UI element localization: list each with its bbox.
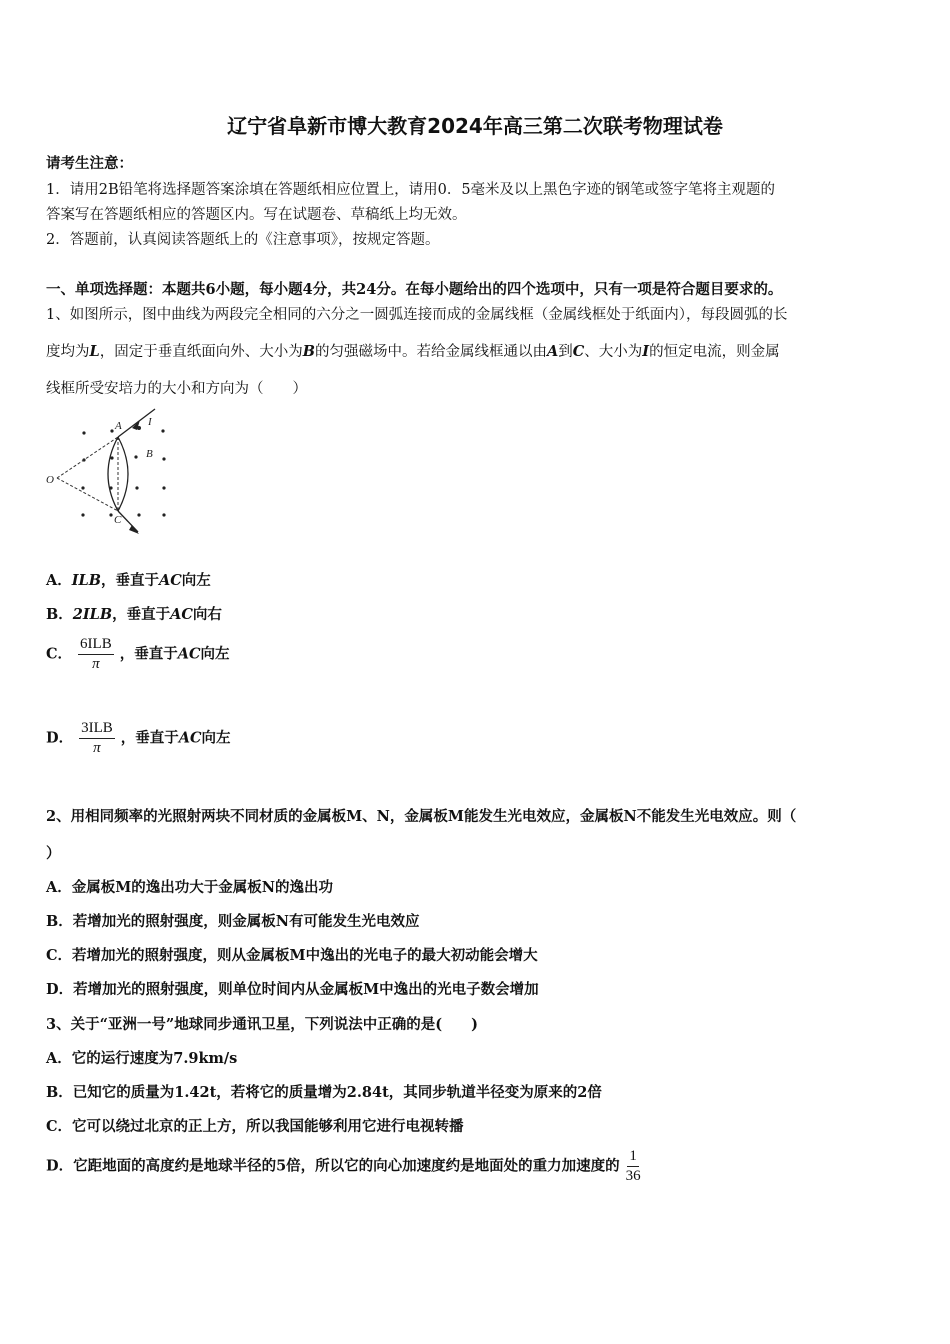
fraction-numerator: 6ILB bbox=[78, 636, 114, 655]
label-I: I bbox=[148, 416, 152, 428]
option-text: ，垂直于 bbox=[119, 645, 178, 663]
option-expr: ILB bbox=[71, 572, 101, 589]
fraction-numerator: 1 bbox=[627, 1148, 639, 1167]
option-dir: 向右 bbox=[192, 606, 222, 623]
q2-option-b: B．若增加光的照射强度，则金属板N有可能发生光电效应 bbox=[46, 913, 420, 930]
q3-option-d bbox=[46, 1148, 647, 1185]
magnetic-field-dots bbox=[81, 426, 165, 517]
notice-item: 2．答题前，认真阅读答题纸上的《注意事项》，按规定答题。 bbox=[46, 232, 440, 248]
q1-var-A: A bbox=[546, 343, 559, 360]
q1-var-I: I bbox=[642, 343, 650, 360]
dashed-radii bbox=[57, 437, 118, 511]
q3-stem: 3、关于“亚洲一号”地球同步通讯卫星，下列说法中正确的是( ) bbox=[46, 1016, 478, 1033]
q2-option-c: C．若增加光的照射强度，则从金属板M中逸出的光电子的最大初动能会增大 bbox=[46, 947, 538, 964]
option-expr: 2ILB bbox=[72, 606, 113, 623]
q1-text: 的匀强磁场中。若给金属线框通以由 bbox=[314, 344, 547, 360]
q1-stem-line1: 1、如图所示，图中曲线为两段完全相同的六分之一圆弧连接而成的金属线框（金属线框处于纸面内），每段圆弧的长 bbox=[46, 307, 788, 323]
q1-text: 的恒定电流，则金属 bbox=[649, 344, 780, 360]
q1-figure bbox=[40, 404, 180, 536]
option-dir: 向左 bbox=[200, 645, 230, 663]
q1-option-a bbox=[46, 569, 211, 590]
q1-var-L: L bbox=[89, 343, 100, 360]
option-dir: 向左 bbox=[181, 572, 211, 589]
page-title: 辽宁省阜新市博大教育2024年高三第二次联考物理试卷 bbox=[227, 114, 723, 138]
q1-option-d bbox=[46, 720, 231, 757]
option-ac: AC bbox=[159, 572, 182, 589]
fraction bbox=[79, 720, 115, 757]
q1-text: 度均为 bbox=[46, 344, 90, 360]
q1-var-C: C bbox=[572, 343, 585, 360]
fraction-denominator: 36 bbox=[625, 1168, 641, 1184]
fraction-denominator: π bbox=[92, 656, 100, 672]
q2-option-d: D．若增加光的照射强度，则单位时间内从金属板M中逸出的光电子数会增加 bbox=[46, 981, 539, 998]
label-O: O bbox=[46, 474, 54, 486]
option-ac: AC bbox=[177, 645, 201, 663]
fraction bbox=[626, 1148, 641, 1185]
fraction-numerator: 3ILB bbox=[79, 720, 115, 739]
label-A: A bbox=[115, 420, 122, 432]
q2-stem-line1: 2、用相同频率的光照射两块不同材质的金属板M、N，金属板M能发生光电效应，金属板N不能发生光电效应。则（ bbox=[46, 808, 797, 825]
q3-option-c: C．它可以绕过北京的正上方，所以我国能够利用它进行电视转播 bbox=[46, 1118, 464, 1135]
label-C: C bbox=[114, 514, 122, 526]
fraction bbox=[78, 636, 114, 673]
current-arrow-icon bbox=[129, 420, 140, 534]
q1-text: ，固定于垂直纸面向外、大小为 bbox=[99, 344, 303, 360]
q3-option-b: B．已知它的质量为1.42t，若将它的质量增为2.84t，其同步轨道半径变为原来的2倍 bbox=[46, 1084, 602, 1101]
q1-text: 、大小为 bbox=[584, 344, 643, 360]
option-text: ，垂直于 bbox=[120, 729, 179, 747]
option-dir: 向左 bbox=[201, 729, 231, 747]
option-ac: AC bbox=[170, 606, 193, 623]
fraction-denominator: π bbox=[93, 740, 101, 756]
notice-item: 答案写在答题纸相应的答题区内。写在试题卷、草稿纸上均无效。 bbox=[46, 207, 467, 223]
option-ac: AC bbox=[178, 729, 202, 747]
q1-var-B: B bbox=[302, 343, 315, 360]
label-B: B bbox=[146, 448, 153, 460]
q1-option-c bbox=[46, 636, 230, 673]
q3-option-a: A．它的运行速度为7.9km/s bbox=[46, 1050, 238, 1067]
q2-stem-line2: ） bbox=[46, 845, 61, 862]
notice-heading: 请考生注意： bbox=[46, 155, 133, 172]
q1-stem-line2 bbox=[46, 340, 780, 361]
notice-item: 1．请用2B铅笔将选择题答案涂填在答题纸相应位置上，请用0．5毫米及以上黑色字迹的钢笔或签字笔将主观题的 bbox=[46, 182, 776, 198]
q1-option-b bbox=[46, 603, 222, 624]
q1-text: 到 bbox=[558, 344, 573, 360]
option-text: ，垂直于 bbox=[112, 606, 171, 623]
q2-option-a: A．金属板M的逸出功大于金属板N的逸出功 bbox=[46, 879, 334, 896]
option-letter: A． bbox=[46, 572, 72, 589]
option-letter: D． bbox=[46, 729, 74, 747]
option-text: D．它距地面的高度约是地球半径的5倍，所以它的向心加速度约是地面处的重力加速度的 bbox=[46, 1157, 620, 1175]
q1-stem-line3: 线框所受安培力的大小和方向为（ ） bbox=[46, 381, 307, 397]
option-letter: B． bbox=[46, 606, 73, 623]
section-heading: 一、单项选择题：本题共6小题，每小题4分，共24分。在每小题给出的四个选项中，只有一项是符合题目要求的。 bbox=[46, 281, 783, 298]
option-letter: C． bbox=[46, 645, 73, 663]
option-text: ，垂直于 bbox=[101, 572, 159, 589]
